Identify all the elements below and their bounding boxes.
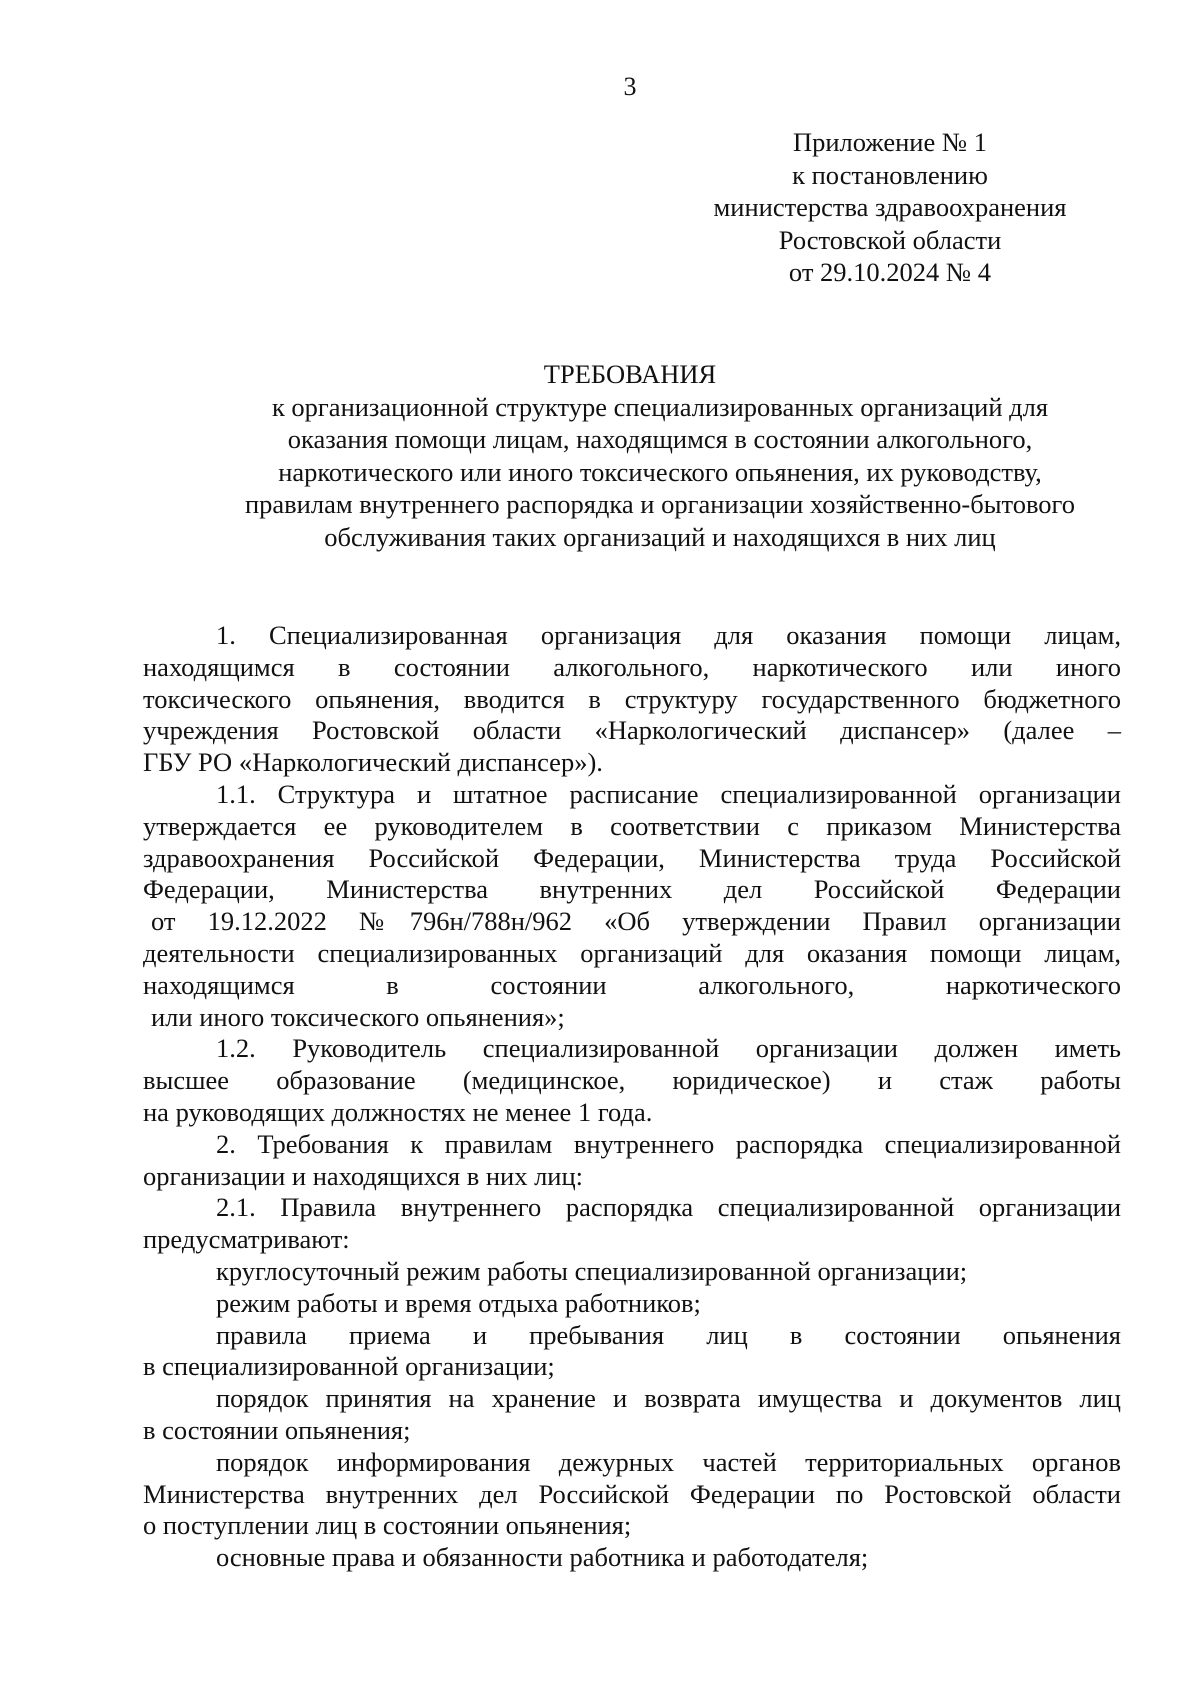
body-line: в специализированной организации;: [143, 1351, 555, 1382]
appendix-block: [680, 126, 1100, 289]
body-line: утверждается ее руководителем в соответствии с приказом Министерства: [143, 810, 1121, 841]
body-line: основные права и обязанности работника и работодателя;: [216, 1542, 869, 1573]
body-line: организации и находящихся в них лиц:: [143, 1160, 584, 1191]
body-line: здравоохранения Российской Федерации, Министерства труда Российской: [143, 842, 1121, 873]
body-line: порядок принятия на хранение и возврата имущества и документов лиц: [216, 1383, 1121, 1414]
document-title: ТРЕБОВАНИЯ: [543, 359, 717, 389]
body-line: круглосуточный режим работы специализированной организации;: [216, 1255, 968, 1286]
body-line: деятельности специализированных организаций для оказания помощи лицам,: [143, 937, 1121, 968]
body-line: 1.2. Руководитель специализированной организации должен иметь: [216, 1033, 1121, 1064]
document-subtitle: [200, 391, 1120, 553]
body-line: находящимся в состоянии алкогольного, наркотического: [143, 969, 1121, 1000]
appendix-line: министерства здравоохранения: [713, 192, 1067, 222]
body-line: от 19.12.2022 №796н/788н/962 «Об утверждении Правил организации: [151, 906, 1121, 937]
body-line: о поступлении лиц в состоянии опьянения;: [143, 1510, 632, 1541]
body-line: в состоянии опьянения;: [143, 1414, 411, 1445]
page-number: 3: [623, 72, 637, 101]
body-line: предусматривают:: [143, 1224, 350, 1255]
body-line: ГБУ РО «Наркологический диспансер»).: [143, 747, 603, 778]
body-line: находящимся в состоянии алкогольного, наркотического или иного: [143, 651, 1121, 682]
body-line: высшее образование (медицинское, юридическое) и стаж работы: [143, 1065, 1121, 1096]
body-line: порядок информирования дежурных частей территориальных органов: [216, 1446, 1121, 1477]
subtitle-line: правилам внутреннего распорядка и организации хозяйственно-бытового: [244, 489, 1076, 520]
body-line: Федерации, Министерства внутренних дел Российской Федерации: [143, 874, 1121, 905]
body-line: или иного токсического опьянения»;: [151, 1001, 565, 1032]
document-body: [143, 620, 1121, 1574]
body-line: 2.1. Правила внутреннего распорядка специализированной организации: [216, 1192, 1121, 1223]
body-line: Министерства внутренних дел Российской Федерации по Ростовской области: [143, 1478, 1121, 1509]
subtitle-line: к организационной структуре специализированных организаций для: [271, 392, 1049, 422]
appendix-line: к постановлению: [792, 159, 988, 190]
body-line: токсического опьянения, вводится в структуру государственного бюджетного: [143, 683, 1121, 714]
body-line: 1.1. Структура и штатное расписание специализированной организации: [216, 778, 1121, 809]
appendix-line: Приложение № 1: [792, 127, 987, 157]
body-line: правила приема и пребывания лиц в состоянии опьянения: [216, 1319, 1121, 1350]
subtitle-line: оказания помощи лицам, находящимся в состоянии алкогольного,: [287, 424, 1033, 455]
body-line: 1. Специализированная организация для оказания помощи лицам,: [216, 620, 1121, 650]
body-line: режим работы и время отдыха работников;: [216, 1287, 701, 1318]
body-line: учреждения Ростовской области «Наркологический диспансер» (далее –: [143, 715, 1121, 746]
body-line: 2. Требования к правилам внутреннего распорядка специализированной: [216, 1128, 1121, 1159]
subtitle-line: наркотического или иного токсического опьянения, их руководству,: [278, 456, 1042, 487]
appendix-line: Ростовской области: [778, 224, 1002, 255]
body-line: на руководящих должностях не менее 1 года.: [143, 1096, 653, 1127]
appendix-line: от 29.10.2024 № 4: [788, 257, 992, 287]
subtitle-line: обслуживания таких организаций и находящихся в них лиц: [324, 521, 996, 552]
